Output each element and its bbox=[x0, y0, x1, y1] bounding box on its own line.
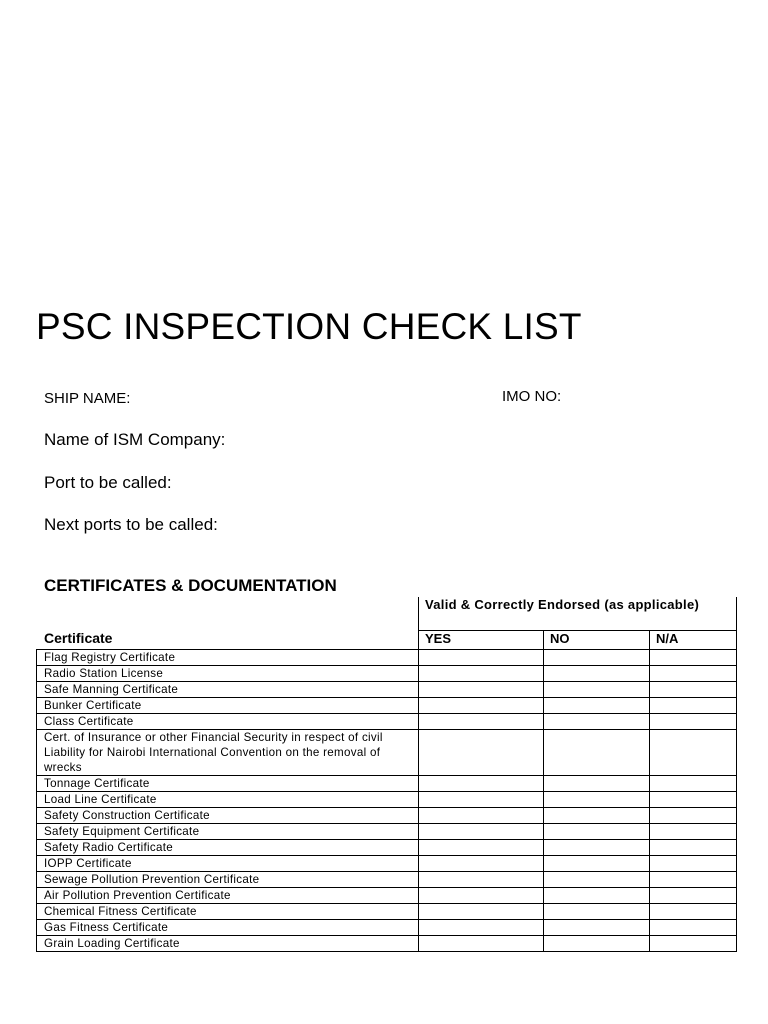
certificate-name: Safety Construction Certificate bbox=[37, 808, 419, 824]
na-check-cell[interactable] bbox=[650, 872, 737, 888]
certificate-name: Sewage Pollution Prevention Certificate bbox=[37, 872, 419, 888]
certificate-name: Tonnage Certificate bbox=[37, 776, 419, 792]
certificate-name: Cert. of Insurance or other Financial Security in respect of civil Liability for Nairobi International Convention on the removal of wrecks bbox=[37, 730, 419, 776]
yes-check-cell[interactable] bbox=[419, 872, 544, 888]
table-row bbox=[37, 920, 737, 936]
next-ports-label: Next ports to be called: bbox=[44, 515, 218, 534]
yes-check-cell[interactable] bbox=[419, 824, 544, 840]
na-check-cell[interactable] bbox=[650, 904, 737, 920]
no-check-cell[interactable] bbox=[544, 904, 650, 920]
yes-check-cell[interactable] bbox=[419, 936, 544, 952]
no-check-cell[interactable] bbox=[544, 888, 650, 904]
certificate-name: Load Line Certificate bbox=[37, 792, 419, 808]
certificate-name: Chemical Fitness Certificate bbox=[37, 904, 419, 920]
na-check-cell[interactable] bbox=[650, 920, 737, 936]
header-divider-na bbox=[649, 630, 650, 649]
na-check-cell[interactable] bbox=[650, 682, 737, 698]
table-row bbox=[37, 714, 737, 730]
table-row bbox=[37, 682, 737, 698]
na-check-cell[interactable] bbox=[650, 666, 737, 682]
certificate-name: Safety Equipment Certificate bbox=[37, 824, 419, 840]
no-check-cell[interactable] bbox=[544, 666, 650, 682]
certificate-name: Grain Loading Certificate bbox=[37, 936, 419, 952]
yes-check-cell[interactable] bbox=[419, 714, 544, 730]
na-check-cell[interactable] bbox=[650, 792, 737, 808]
certificate-name: IOPP Certificate bbox=[37, 856, 419, 872]
na-check-cell[interactable] bbox=[650, 888, 737, 904]
table-row bbox=[37, 840, 737, 856]
na-check-cell[interactable] bbox=[650, 840, 737, 856]
table-row bbox=[37, 824, 737, 840]
table-row bbox=[37, 698, 737, 714]
na-check-cell[interactable] bbox=[650, 650, 737, 666]
na-check-cell[interactable] bbox=[650, 730, 737, 776]
table-row bbox=[37, 730, 737, 776]
ism-company-label: Name of ISM Company: bbox=[44, 430, 226, 449]
yes-check-cell[interactable] bbox=[419, 904, 544, 920]
certificate-name: Bunker Certificate bbox=[37, 698, 419, 714]
header-divider-right bbox=[736, 597, 737, 649]
certificate-name: Safety Radio Certificate bbox=[37, 840, 419, 856]
no-check-cell[interactable] bbox=[544, 920, 650, 936]
certificate-name: Radio Station License bbox=[37, 666, 419, 682]
section-title: CERTIFICATES & DOCUMENTATION bbox=[44, 576, 337, 595]
yes-check-cell[interactable] bbox=[419, 666, 544, 682]
na-header: N/A bbox=[656, 631, 679, 646]
header-divider-left bbox=[418, 597, 419, 649]
no-check-cell[interactable] bbox=[544, 714, 650, 730]
table-row bbox=[37, 904, 737, 920]
certificate-header: Certificate bbox=[44, 630, 113, 646]
table-row bbox=[37, 936, 737, 952]
imo-no-label: IMO NO: bbox=[502, 388, 562, 405]
yes-check-cell[interactable] bbox=[419, 682, 544, 698]
yes-check-cell[interactable] bbox=[419, 730, 544, 776]
certificates-table bbox=[36, 649, 737, 952]
no-check-cell[interactable] bbox=[544, 872, 650, 888]
na-check-cell[interactable] bbox=[650, 698, 737, 714]
port-called-label: Port to be called: bbox=[44, 473, 172, 492]
na-check-cell[interactable] bbox=[650, 714, 737, 730]
yes-check-cell[interactable] bbox=[419, 840, 544, 856]
yes-header: YES bbox=[425, 631, 452, 646]
no-check-cell[interactable] bbox=[544, 776, 650, 792]
na-check-cell[interactable] bbox=[650, 856, 737, 872]
yes-check-cell[interactable] bbox=[419, 650, 544, 666]
ship-name-label: SHIP NAME: bbox=[44, 390, 131, 407]
no-header: NO bbox=[550, 631, 570, 646]
certificate-name: Flag Registry Certificate bbox=[37, 650, 419, 666]
table-row bbox=[37, 666, 737, 682]
na-check-cell[interactable] bbox=[650, 824, 737, 840]
table-row bbox=[37, 872, 737, 888]
yes-check-cell[interactable] bbox=[419, 698, 544, 714]
table-row bbox=[37, 792, 737, 808]
certificate-name: Gas Fitness Certificate bbox=[37, 920, 419, 936]
no-check-cell[interactable] bbox=[544, 730, 650, 776]
table-row bbox=[37, 808, 737, 824]
no-check-cell[interactable] bbox=[544, 856, 650, 872]
no-check-cell[interactable] bbox=[544, 824, 650, 840]
yes-check-cell[interactable] bbox=[419, 856, 544, 872]
yes-check-cell[interactable] bbox=[419, 920, 544, 936]
no-check-cell[interactable] bbox=[544, 682, 650, 698]
certificate-name: Safe Manning Certificate bbox=[37, 682, 419, 698]
no-check-cell[interactable] bbox=[544, 840, 650, 856]
no-check-cell[interactable] bbox=[544, 650, 650, 666]
table-row bbox=[37, 650, 737, 666]
table-row bbox=[37, 888, 737, 904]
page-title: PSC INSPECTION CHECK LIST bbox=[36, 306, 582, 347]
no-check-cell[interactable] bbox=[544, 808, 650, 824]
header-underline bbox=[418, 630, 737, 631]
no-check-cell[interactable] bbox=[544, 792, 650, 808]
table-row bbox=[37, 776, 737, 792]
na-check-cell[interactable] bbox=[650, 808, 737, 824]
certificate-name: Air Pollution Prevention Certificate bbox=[37, 888, 419, 904]
table-row bbox=[37, 856, 737, 872]
yes-check-cell[interactable] bbox=[419, 776, 544, 792]
na-check-cell[interactable] bbox=[650, 776, 737, 792]
no-check-cell[interactable] bbox=[544, 936, 650, 952]
yes-check-cell[interactable] bbox=[419, 792, 544, 808]
yes-check-cell[interactable] bbox=[419, 888, 544, 904]
yes-check-cell[interactable] bbox=[419, 808, 544, 824]
no-check-cell[interactable] bbox=[544, 698, 650, 714]
header-divider-no bbox=[543, 630, 544, 649]
certificate-name: Class Certificate bbox=[37, 714, 419, 730]
valid-endorsed-header: Valid & Correctly Endorsed (as applicable) bbox=[425, 597, 700, 612]
na-check-cell[interactable] bbox=[650, 936, 737, 952]
